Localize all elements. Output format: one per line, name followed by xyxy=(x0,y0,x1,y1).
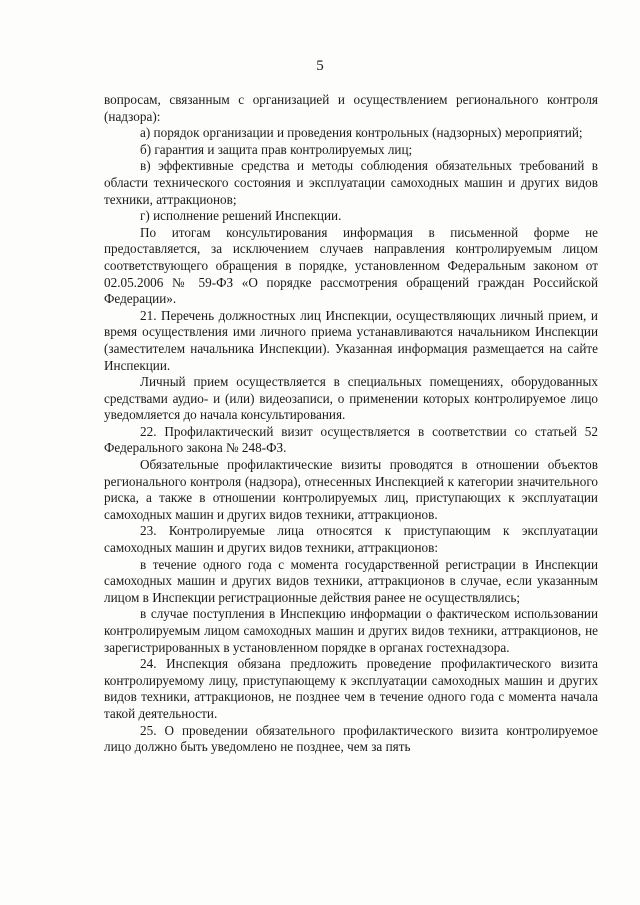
paragraph: 25. О проведении обязательного профилактического визита контролируемое лицо должно быть уведомлено не позднее, чем за пять xyxy=(104,722,598,755)
paragraph: в случае поступления в Инспекцию информации о фактическом использовании контролируемым лицом самоходных машин и других видов техники, аттракционов, не зарегистрированных в установленном порядке в органах гостехнадзора. xyxy=(104,606,598,655)
paragraph: 21. Перечень должностных лиц Инспекции, осуществляющих личный прием, и время осуществления ими личного приема устанавливаются начальником Инспекции (заместителем начальника Инспекции). Указанная информация размещается на сайте Инспекции. xyxy=(104,307,598,373)
paragraph: в) эффективные средства и методы соблюдения обязательных требований в области технического состояния и эксплуатации самоходных машин и других видов техники, аттракционов; xyxy=(104,158,598,207)
paragraph: в течение одного года с момента государственной регистрации в Инспекции самоходных машин и других видов техники, аттракционов в случае, если указанным лицом в Инспекции регистрационные действия ранее не осуществлялись; xyxy=(104,556,598,605)
page-number: 5 xyxy=(316,58,324,74)
paragraph: Личный прием осуществляется в специальных помещениях, оборудованных средствами аудио- и (или) видеозаписи, о применении которых контролируемое лицо уведомляется до начала консультирования. xyxy=(104,374,598,423)
paragraph: вопросам, связанным с организацией и осуществлением регионального контроля (надзора): xyxy=(104,92,598,124)
paragraph: 22. Профилактический визит осуществляется в соответствии со статьей 52 Федерального закона № 248-ФЗ. xyxy=(104,423,598,456)
paragraph: а) порядок организации и проведения контрольных (надзорных) мероприятий; xyxy=(140,125,583,141)
paragraph: б) гарантия и защита прав контролируемых лиц; xyxy=(140,141,413,157)
paragraph: Обязательные профилактические визиты проводятся в отношении объектов регионального контроля (надзора), отнесенных Инспекцией к категории значительного риска, а также в отношении контролируемых лиц, приступающих к эксплуатации самоходных машин и других видов техники, аттракционов. xyxy=(104,457,598,522)
paragraph: г) исполнение решений Инспекции. xyxy=(140,208,342,224)
document-body xyxy=(104,92,598,756)
paragraph: 24. Инспекция обязана предложить проведение профилактического визита контролируемому лицу, приступающему к эксплуатации самоходных машин и других видов техники, аттракционов, не позднее чем в течение одного года с момента начала такой деятельности. xyxy=(104,656,598,721)
paragraph: 23. Контролируемые лица относятся к приступающим к эксплуатации самоходных машин и других видов техники, аттракционов: xyxy=(104,523,598,556)
paragraph: По итогам консультирования информация в письменной форме не предоставляется, за исключением случаев направления контролируемым лицом соответствующего обращения в порядке, установленном Федеральным законом от 02.05.2006 № 59-ФЗ «О порядке рассмотрения обращений граждан Российской Федерации». xyxy=(104,224,598,307)
